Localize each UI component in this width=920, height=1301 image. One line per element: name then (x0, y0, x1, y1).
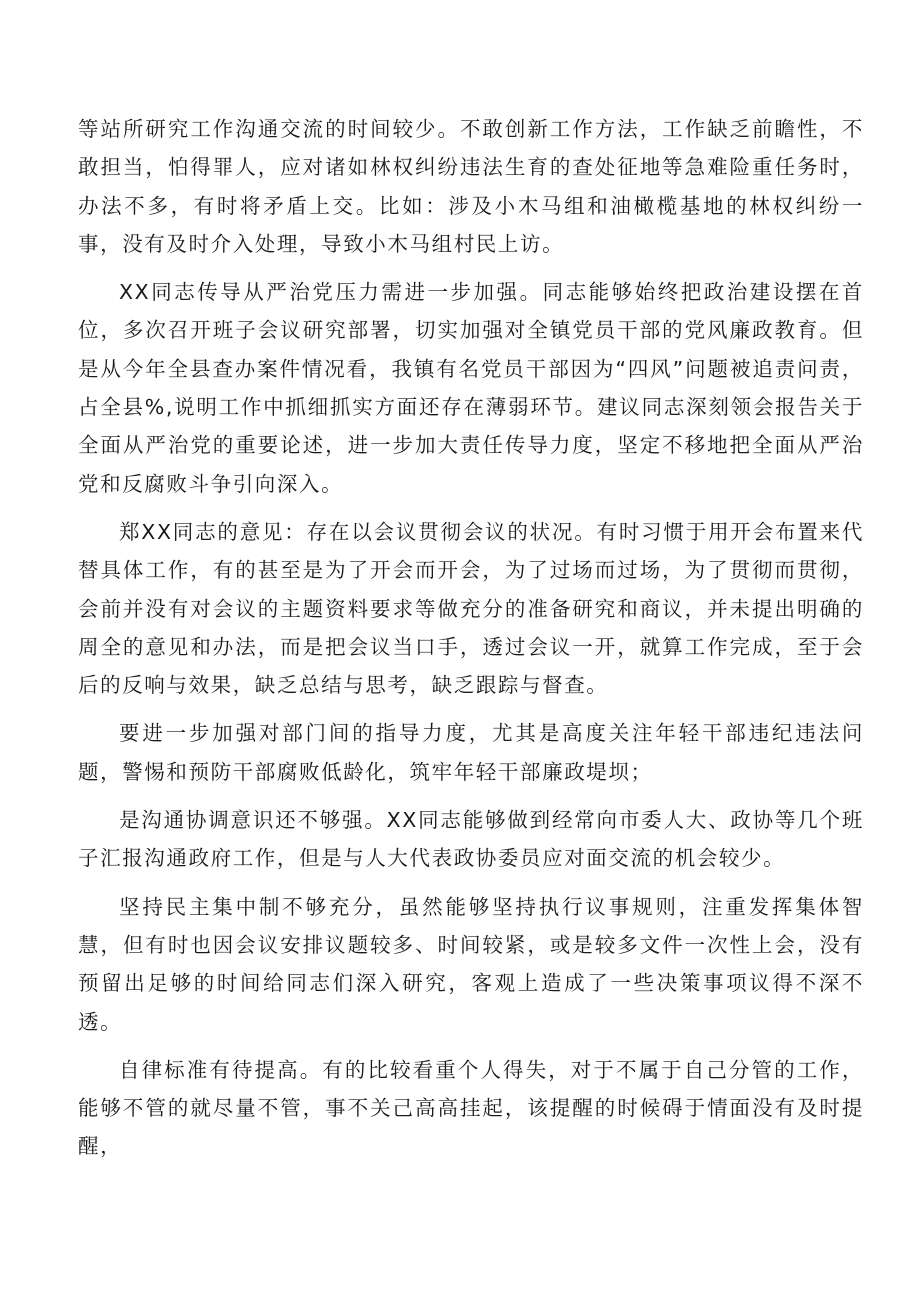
paragraph-5: 是沟通协调意识还不够强。XX同志能够做到经常向市委人大、政协等几个班子汇报沟通政府工作，但是与人大代表政协委员应对面交流的机会较少。 (78, 808, 864, 871)
document-body (78, 110, 864, 1176)
paragraph-6: 坚持民主集中制不够充分，虽然能够坚持执行议事规则，注重发挥集体智慧，但有时也因会议安排议题较多、时间较紧，或是较多文件一次性上会，没有预留出足够的时间给同志们深入研究，客观上造成了一些决策事项议得不深不透。 (78, 894, 864, 1034)
paragraph-2: XX同志传导从严治党压力需进一步加强。同志能够始终把政治建设摆在首位，多次召开班子会议研究部署，切实加强对全镇党员干部的党风廉政教育。但是从今年全县查办案件情况看，我镇有名党员干部因为“四风”问题被追责问责，占全县%,说明工作中抓细抓实方面还存在薄弱环节。建议同志深刻领会报告关于全面从严治党的重要论述，进一步加大责任传导力度，坚定不移地把全面从严治党和反腐败斗争引向深入。 (78, 280, 864, 496)
paragraph-1: 等站所研究工作沟通交流的时间较少。不敢创新工作方法，工作缺乏前瞻性，不敢担当，怕得罪人，应对诸如林权纠纷违法生育的查处征地等急难险重任务时，办法不多，有时将矛盾上交。比如：涉及小木马组和油橄榄基地的林权纠纷一事，没有及时介入处理，导致小木马组村民上访。 (78, 117, 864, 256)
paragraph-4: 要进一步加强对部门间的指导力度，尤其是高度关注年轻干部违纪违法问题，警惕和预防干部腐败低龄化，筑牢年轻干部廉政堤坝； (78, 721, 864, 784)
paragraph-3: 郑XX同志的意见：存在以会议贯彻会议的状况。有时习惯于用开会布置来代替具体工作，有的甚至是为了开会而开会，为了过场而过场，为了贯彻而贯彻，会前并没有对会议的主题资料要求等做充分的准备研究和商议，并未提出明确的周全的意见和办法，而是把会议当口手，透过会议一开，就算工作完成，至于会后的反响与效果，缺乏总结与思考，缺乏跟踪与督查。 (78, 519, 864, 698)
paragraph-7: 自律标准有待提高。有的比较看重个人得失，对于不属于自己分管的工作，能够不管的就尽量不管，事不关己高高挂起，该提醒的时候碍于情面没有及时提醒， (78, 1057, 864, 1159)
